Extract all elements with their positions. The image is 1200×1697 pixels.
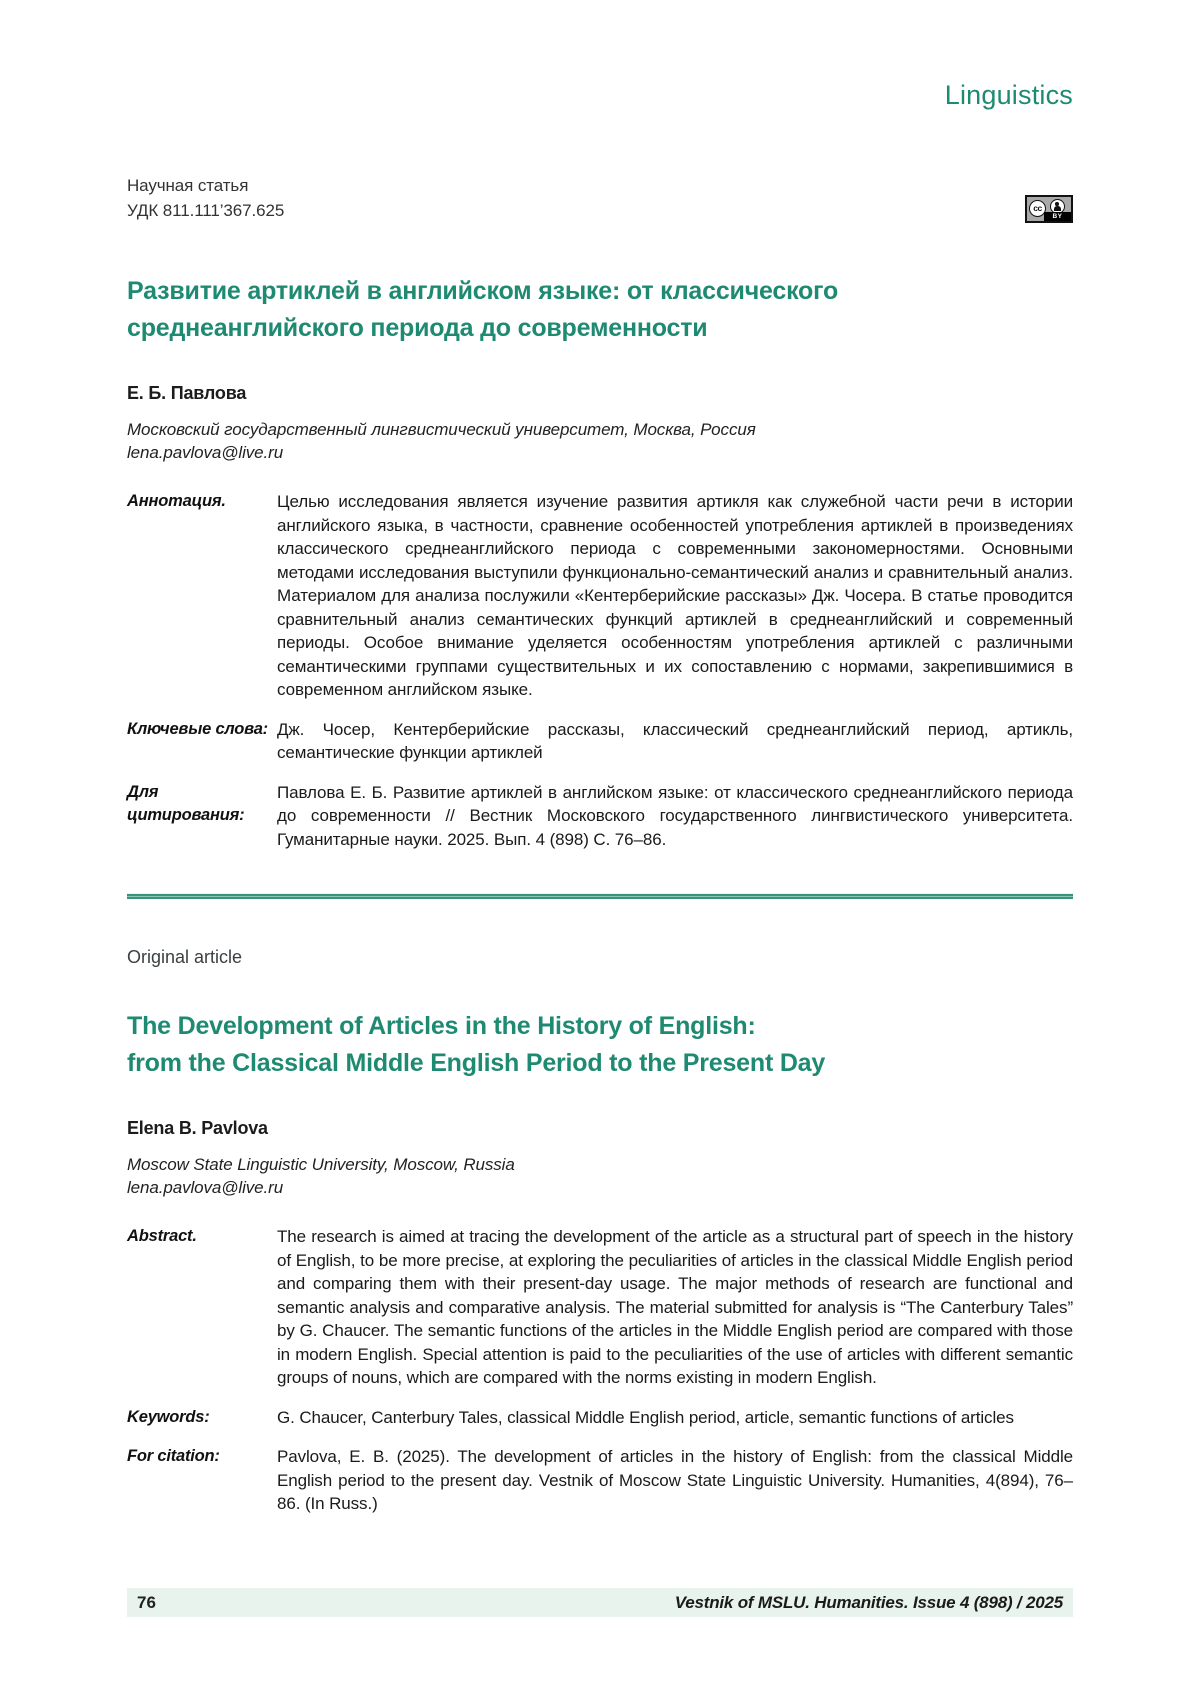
author-name-en: Elena B. Pavlova [127, 1118, 268, 1138]
footer-bar [127, 1588, 1073, 1617]
article-type-ru: Научная статья [127, 176, 249, 195]
article-title-en: The Development of Articles in the History of English: from the Classical Middle English Period to the Present Day [127, 1012, 826, 1077]
cc-by-label: BY [1044, 212, 1071, 221]
abstract-section-en [127, 1225, 1073, 1390]
affiliation-ru: Московский государственный лингвистический университет, Москва, Россия [127, 420, 756, 439]
article-meta-row [127, 173, 1073, 223]
footer-journal-info: Vestnik of MSLU. Humanities. Issue 4 (898) / 2025 [674, 1592, 1063, 1612]
article-meta [127, 173, 284, 223]
article-title-ru: Развитие артиклей в английском языке: от классического среднеанглийского периода до современности [127, 277, 839, 342]
journal-section-label: Linguistics [944, 80, 1073, 110]
affiliation-block-ru [127, 418, 1073, 464]
cc-by-license-badge [1025, 195, 1073, 223]
citation-section-en [127, 1445, 1073, 1516]
citation-label-en: For citation: [127, 1447, 220, 1465]
author-name-ru: Е. Б. Павлова [127, 383, 247, 403]
abstract-text-ru: Целью исследования является изучение развития артикля как служебной части речи в истории английского языка, в частности, сравнение особенностей употребления артиклей в произведениях классического среднеанглийского периода с современными закономерностями. Основными методами исследования выступили функционально-семантический анализ и сравнительный анализ. Материалом для анализа послужили «Кентерберийские рассказы» Дж. Чосера. В статье проводится сравнительный анализ семантических функций артиклей в среднеанглийский и современный периоды. Особое внимание уделяется особенностям употребления артиклей с различными семантическими группами существительных и их сопоставлению с нормами, закрепившимися в современном английском языке. [277, 492, 1073, 699]
affiliation-en: Moscow State Linguistic University, Moscow, Russia [127, 1155, 515, 1174]
abstract-text-en: The research is aimed at tracing the development of the article as a structural part of speech in the history of English, to be more precise, at exploring the peculiarities of articles in the classical Middle English period and comparing them with their present-day usage. The major methods of research are functional and semantic analysis and comparative analysis. The material submitted for analysis is “The Canterbury Tales” by G. Chaucer. The semantic functions of the articles in the Middle English period are compared with those in modern English. Special attention is paid to the peculiarities of the use of articles with different semantic groups of nouns, which are compared with the norms existing in modern English. [277, 1227, 1073, 1387]
author-email-en: lena.pavlova@live.ru [127, 1178, 284, 1197]
keywords-label-en: Keywords: [127, 1407, 210, 1426]
keywords-section-en [127, 1406, 1073, 1430]
cc-icon: cc [1029, 200, 1046, 217]
abstract-label-ru: Аннотация. [127, 492, 226, 510]
page-number: 76 [137, 1592, 156, 1612]
udc-code: УДК 811.111’367.625 [127, 201, 285, 220]
keywords-label-ru: Ключевые слова: [127, 719, 268, 738]
abstract-label-en: Abstract. [127, 1227, 197, 1245]
abstract-section-ru [127, 490, 1073, 702]
keywords-section-ru [127, 718, 1073, 765]
keywords-text-en: G. Chaucer, Canterbury Tales, classical Middle English period, article, semantic functions of articles [277, 1407, 1014, 1427]
citation-text-ru: Павлова Е. Б. Развитие артиклей в английском языке: от классического среднеанглийского периода до современности // Вестник Московского государственного лингвистического университета. Гуманитарные науки. 2025. Вып. 4 (898) С. 76–86. [277, 782, 1073, 849]
citation-label-ru: Для цитирования: [127, 782, 245, 824]
citation-section-ru [127, 781, 1073, 852]
author-email-ru: lena.pavlova@live.ru [127, 443, 284, 462]
keywords-text-ru: Дж. Чосер, Кентерберийские рассказы, классический среднеанглийский период, артикль, семантические функции артиклей [277, 719, 1073, 762]
section-divider-rule [127, 893, 1073, 899]
article-type-en: Original article [127, 947, 243, 967]
citation-text-en: Pavlova, E. B. (2025). The development of articles in the history of English: from the classical Middle English period to the present day. Vestnik of Moscow State Linguistic University. Humanities, 4(894), 76–86. (In Russ.) [277, 1447, 1073, 1513]
affiliation-block-en [127, 1153, 1073, 1199]
